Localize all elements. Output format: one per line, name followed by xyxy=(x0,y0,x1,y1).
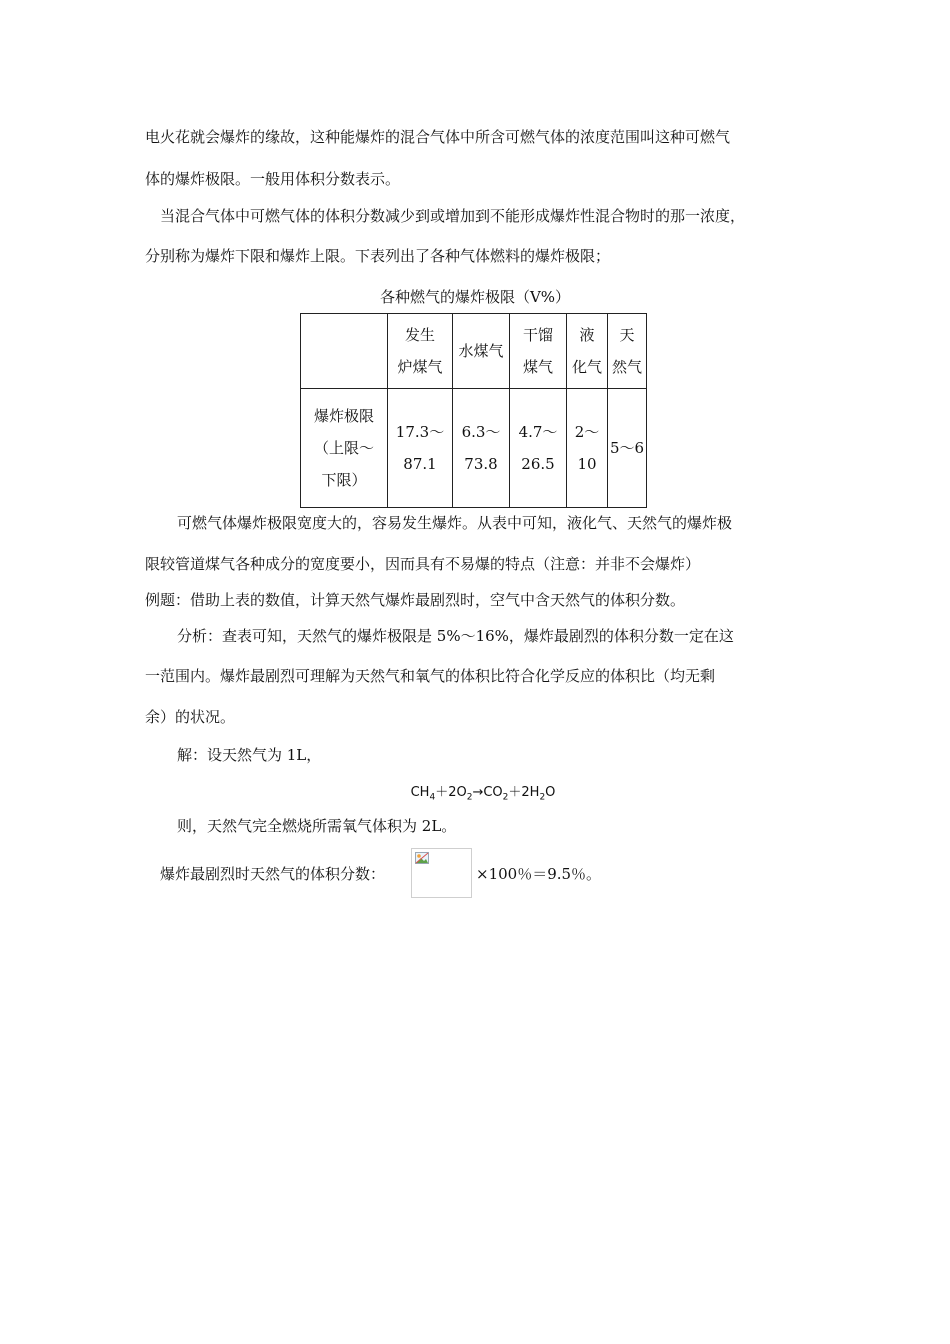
example-question: 例题：借助上表的数值，计算天然气爆炸最剧烈时，空气中含天然气的体积分数。 xyxy=(145,591,686,609)
paragraph-line: 一范围内。爆炸最剧烈可理解为天然气和氧气的体积比符合化学反应的体积比（均无剩 xyxy=(145,667,716,685)
eq-part: CO xyxy=(483,785,503,800)
paragraph-line: 当混合气体中可燃气体的体积分数减少到或增加到不能形成爆炸性混合物时的那一浓度， xyxy=(160,207,746,225)
table-header-cell xyxy=(567,314,608,389)
result-value: ×100％＝9.5％。 xyxy=(476,865,602,883)
cell-text: 4.7～ xyxy=(518,423,558,441)
reaction-arrow: → xyxy=(472,785,484,800)
eq-part: O xyxy=(545,785,556,800)
eq-part: ＋2H xyxy=(508,785,540,800)
paragraph-line: 分析：查表可知，天然气的爆炸极限是 5%～16%，爆炸最剧烈的体积分数一定在这 xyxy=(177,627,734,645)
row-label-text: 下限） xyxy=(321,471,367,489)
explosion-limit-table xyxy=(300,313,647,508)
cell-text: 5～6 xyxy=(609,439,645,457)
eq-part: CH xyxy=(410,785,430,800)
table-cell xyxy=(388,389,453,508)
header-text: 干馏 xyxy=(522,326,553,344)
header-text: 水煤气 xyxy=(458,342,504,360)
header-text: 然气 xyxy=(611,358,642,376)
header-text: 化气 xyxy=(571,358,602,376)
eq-sub: 2 xyxy=(466,792,473,803)
eq-sub: 4 xyxy=(429,792,436,803)
paragraph-line: 可燃气体爆炸极限宽度大的，容易发生爆炸。从表中可知，液化气、天然气的爆炸极 xyxy=(177,514,733,532)
table-corner-cell xyxy=(301,314,388,389)
solution-line: 解：设天然气为 1L， xyxy=(177,746,322,764)
paragraph-line: 余）的状况。 xyxy=(145,708,236,726)
paragraph-line: 电火花就会爆炸的缘故，这种能爆炸的混合气体中所含可燃气体的浓度范围叫这种可燃气 xyxy=(145,128,731,146)
table-cell xyxy=(453,389,510,508)
eq-sub: 2 xyxy=(539,792,546,803)
header-text: 天 xyxy=(619,326,635,344)
table-cell xyxy=(567,389,608,508)
cell-text: 10 xyxy=(577,455,597,473)
cell-text: 6.3～ xyxy=(461,423,501,441)
table-caption: 各种燃气的爆炸极限（V%） xyxy=(379,288,571,306)
header-text: 炉煤气 xyxy=(397,358,443,376)
result-label: 爆炸最剧烈时天然气的体积分数： xyxy=(160,865,386,883)
row-label-text: （上限～ xyxy=(313,439,374,457)
eq-sub: 2 xyxy=(502,792,509,803)
header-text: 液 xyxy=(579,326,595,344)
paragraph-line: 体的爆炸极限。一般用体积分数表示。 xyxy=(145,170,401,188)
chemical-equation xyxy=(0,781,950,803)
broken-image-icon xyxy=(415,852,429,864)
table-header-cell xyxy=(510,314,567,389)
table-header-cell xyxy=(453,314,510,389)
eq-part: ＋2O xyxy=(435,785,467,800)
cell-text: 73.8 xyxy=(464,455,498,473)
table-header-cell xyxy=(608,314,647,389)
cell-text: 87.1 xyxy=(403,455,437,473)
formula-image-placeholder xyxy=(411,848,472,898)
cell-text: 26.5 xyxy=(521,455,555,473)
table-header-row xyxy=(301,314,647,389)
cell-text: 17.3～ xyxy=(395,423,445,441)
paragraph-line: 限较管道煤气各种成分的宽度要小，因而具有不易爆的特点（注意：并非不会爆炸） xyxy=(145,555,701,573)
row-label-text: 爆炸极限 xyxy=(313,407,374,425)
header-text: 煤气 xyxy=(522,358,553,376)
header-text: 发生 xyxy=(404,326,435,344)
table-cell xyxy=(510,389,567,508)
table-cell xyxy=(608,389,647,508)
table-header-cell xyxy=(388,314,453,389)
table-row-label xyxy=(301,389,388,508)
paragraph-line: 分别称为爆炸下限和爆炸上限。下表列出了各种气体燃料的爆炸极限； xyxy=(145,247,611,265)
table-row xyxy=(301,389,647,508)
cell-text: 2～ xyxy=(574,423,600,441)
paragraph-line: 则，天然气完全燃烧所需氧气体积为 2L。 xyxy=(177,817,457,835)
